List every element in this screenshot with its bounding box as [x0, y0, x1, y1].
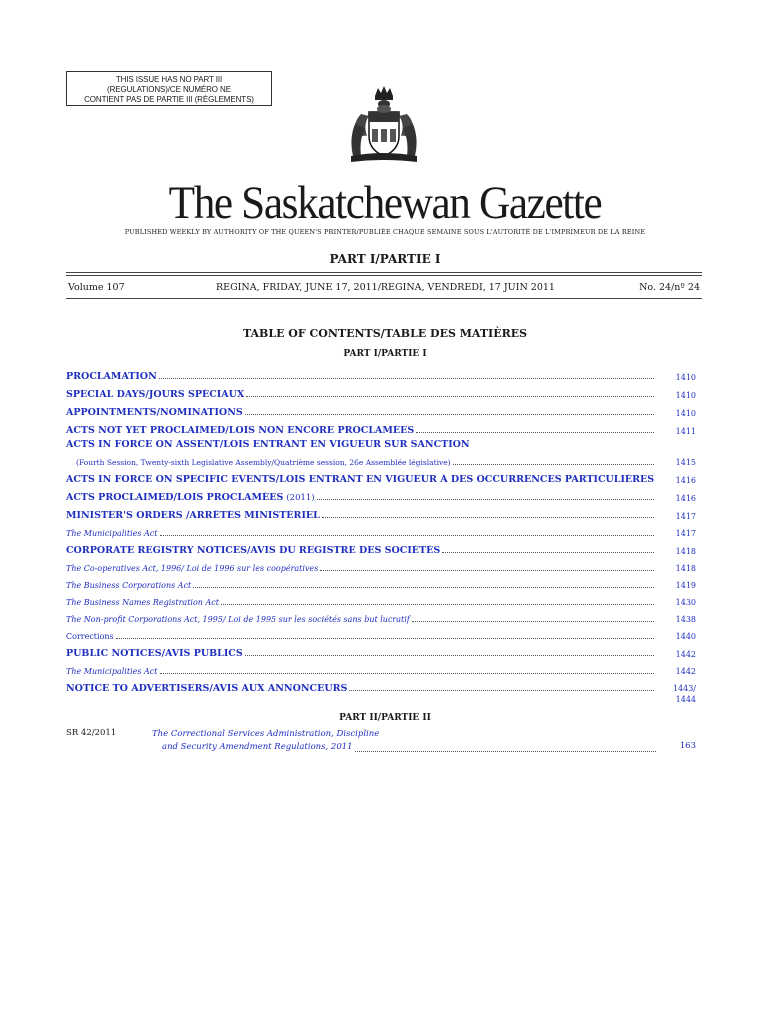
coat-of-arms-icon [341, 84, 427, 166]
toc-entry-label: PUBLIC NOTICES/AVIS PUBLICS [66, 648, 243, 659]
toc-entry-page: 1410 [675, 409, 696, 418]
toc-entry-label: ACTS IN FORCE ON ASSENT/LOIS ENTRANT EN VIGUEUR SUR SANCTION [66, 439, 470, 450]
toc-entry-page: 1418 [675, 564, 696, 573]
notice-line-1: THIS ISSUE HAS NO PART III [115, 75, 223, 84]
toc-entry[interactable] [66, 679, 702, 704]
toc-entry-label: The Business Names Registration Act [66, 598, 219, 607]
toc-entry-page: 1415 [675, 458, 696, 467]
toc-entry-label: Corrections [66, 632, 114, 641]
toc-entry-label: The Municipalities Act [66, 667, 158, 676]
toc-entry-page: 1443/ 1444 [672, 684, 696, 704]
dot-leader [317, 499, 654, 500]
dot-leader [193, 587, 654, 588]
issue-date: REGINA, FRIDAY, JUNE 17, 2011/REGINA, VENDREDI, 17 JUIN 2011 [216, 282, 555, 293]
toc-entry-label: The Business Corporations Act [66, 581, 192, 590]
notice-line-3: CONTIENT PAS DE PARTIE III (RÈGLEMENTS) [84, 95, 254, 104]
toc-entry-page: 1442 [675, 650, 696, 659]
dot-leader [159, 378, 654, 379]
toc-entry-page: 1411 [675, 427, 696, 436]
toc-entry-label: CORPORATE REGISTRY NOTICES/AVIS DU REGISTRE DES SOCIÉTÉS [66, 545, 441, 556]
toc-entry[interactable] [66, 627, 702, 644]
toc-entry[interactable] [66, 524, 702, 541]
toc-entry[interactable] [66, 559, 702, 576]
dot-leader [160, 535, 655, 536]
toc-entry-page: 1438 [675, 615, 696, 624]
regulation-number: SR 42/2011 [66, 728, 117, 738]
dot-leader [412, 621, 654, 622]
regulation-title-line-1: The Correctional Services Administration, Discipline [152, 729, 380, 739]
toc-entry-label: NOTICE TO ADVERTISERS/AVIS AUX ANNONCEURS [66, 683, 348, 694]
regulation-page: 163 [679, 741, 696, 751]
dot-leader [442, 552, 654, 553]
toc-entry-label: The Municipalities Act [66, 529, 158, 538]
dot-leader [322, 517, 654, 518]
part-i-heading: PART I/PARTIE I [329, 252, 441, 266]
dot-leader [221, 604, 654, 605]
issue-number: No. 24/nº 24 [639, 282, 700, 293]
toc-entry[interactable] [66, 644, 702, 662]
dot-leader [116, 638, 654, 639]
dot-leader [320, 570, 654, 571]
toc-entry[interactable] [66, 453, 702, 470]
toc-entry[interactable] [66, 541, 702, 559]
toc-entry[interactable] [66, 506, 702, 524]
toc-entry-label: MINISTER'S ORDERS /ARRÊTÉS MINISTÉRIEL [66, 510, 320, 521]
toc-entry[interactable] [66, 385, 702, 403]
dot-leader [355, 741, 656, 752]
toc-entry[interactable] [66, 662, 702, 679]
dot-leader [246, 396, 654, 397]
toc-entry-label: ACTS NOT YET PROCLAIMED/LOIS NON ENCORE PROCLAMÉES [66, 425, 415, 436]
divider [66, 272, 702, 273]
toc-entry-page: 1410 [675, 391, 696, 400]
gazette-title: The Saskatchewan Gazette [168, 177, 602, 229]
toc-entry-page: 1417 [675, 529, 696, 538]
divider [66, 275, 702, 276]
toc-entry-label: The Non-profit Corporations Act, 1995/ Loi de 1995 sur les sociétés sans but lucratif [66, 615, 410, 624]
toc-entry[interactable] [66, 367, 702, 385]
dot-leader [245, 655, 654, 656]
volume: Volume 107 [68, 282, 125, 293]
regulation-title-line-2: and Security Amendment Regulations, 2011 [162, 742, 353, 752]
toc-entry[interactable] [66, 421, 702, 439]
divider [66, 298, 702, 299]
toc-entry[interactable] [66, 610, 702, 627]
toc-entry-page: 1430 [675, 598, 696, 607]
toc-entry-label: The Co-operatives Act, 1996/ Loi de 1996 sur les coopératives [66, 564, 319, 573]
toc-entry[interactable] [66, 593, 702, 610]
toc-entry-page: 1416 [675, 494, 696, 503]
regulation-title[interactable] [152, 728, 658, 754]
toc-entry-page: 1440 [675, 632, 696, 641]
toc-entry[interactable] [66, 403, 702, 421]
toc-part-i-label: PART I/PARTIE I [343, 349, 427, 359]
issue-info [66, 282, 702, 298]
toc-entry-suffix: (2011) [286, 493, 315, 503]
no-part-iii-notice [66, 71, 272, 106]
toc-part-ii-label: PART II/PARTIE II [339, 713, 431, 723]
dot-leader [453, 464, 654, 465]
dot-leader [245, 414, 654, 415]
toc-entry-page: 1410 [675, 373, 696, 382]
toc-entry-label: PROCLAMATION [66, 371, 157, 382]
toc-entry-page: 1419 [675, 581, 696, 590]
toc-entry[interactable] [66, 576, 702, 593]
notice-line-2: (REGULATIONS)/CE NUMÉRO NE [107, 85, 231, 94]
toc-entry-label: ACTS IN FORCE ON SPECIFIC EVENTS/LOIS ENTRANT EN VIGUEUR À DES OCCURRENCES PARTICULIÈRES [66, 474, 655, 485]
dot-leader [349, 690, 654, 691]
toc-entry-label: ACTS PROCLAIMED/LOIS PROCLAMÉES [66, 492, 284, 503]
toc-entry[interactable] [66, 470, 702, 488]
dot-leader [416, 432, 654, 433]
toc-entry-page: 1442 [675, 667, 696, 676]
table-of-contents [66, 367, 702, 704]
toc-entry-page: 1418 [675, 547, 696, 556]
toc-entry-page: 1416 [675, 476, 696, 485]
toc-title: TABLE OF CONTENTS/TABLE DES MATIÈRES [242, 327, 528, 340]
published-by-line: PUBLISHED WEEKLY BY AUTHORITY OF THE QUEEN'S PRINTER/PUBLIÉE CHAQUE SEMAINE SOUS L'AUTORITÉ DE L'IMPRIMEUR DE LA REINE [124, 228, 646, 236]
toc-entry-label: (Fourth Session, Twenty-sixth Legislative Assembly/Quatrième session, 26e Assemblée législative) [76, 458, 451, 467]
toc-entry[interactable] [66, 439, 702, 453]
dot-leader [160, 673, 655, 674]
toc-entry-label: APPOINTMENTS/NOMINATIONS [66, 407, 243, 418]
toc-entry-page: 1417 [675, 512, 696, 521]
toc-entry[interactable] [66, 488, 702, 506]
toc-entry-label: SPECIAL DAYS/JOURS SPÉCIAUX [66, 389, 245, 400]
